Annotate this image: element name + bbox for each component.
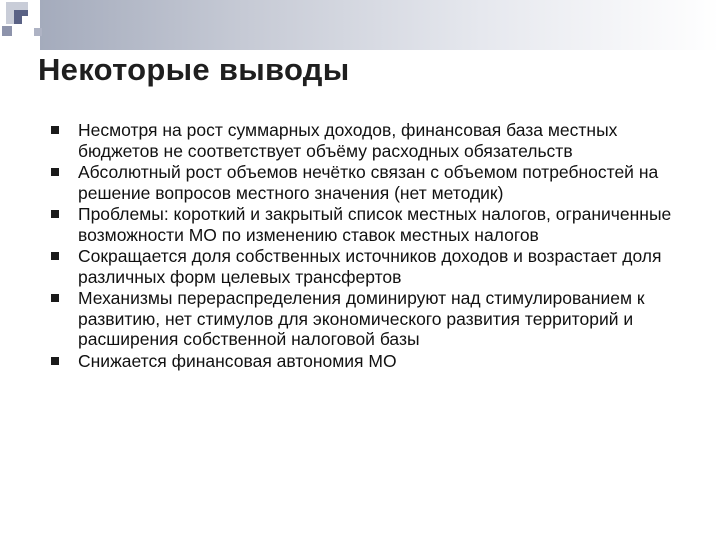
list-item-text: Механизмы перераспределения доминируют над стимулированием к развитию, нет стимулов для экономического развития территорий и расширения собственной налоговой базы	[78, 288, 645, 349]
list-item	[51, 120, 691, 161]
list-item	[51, 246, 691, 287]
list-item	[51, 162, 691, 203]
list-item	[51, 204, 691, 245]
square-bullet-icon	[51, 210, 59, 218]
square-bullet-icon	[51, 126, 59, 134]
decor-square-white	[22, 16, 34, 28]
slide-title: Некоторые выводы	[38, 52, 350, 87]
decor-square-small	[2, 26, 12, 36]
list-item	[51, 351, 691, 372]
bullet-list	[51, 120, 691, 372]
square-bullet-icon	[51, 168, 59, 176]
square-bullet-icon	[51, 252, 59, 260]
list-item-text: Проблемы: короткий и закрытый список местных налогов, ограниченные возможности МО по изменению ставок местных налогов	[78, 204, 672, 245]
list-item-text: Снижается финансовая автономия МО	[78, 350, 397, 371]
list-item-text: Сокращается доля собственных источников доходов и возрастает доля различных форм целевых трансфертов	[78, 246, 662, 287]
square-bullet-icon	[51, 294, 59, 302]
list-item	[51, 288, 691, 350]
list-item-text: Абсолютный рост объемов нечётко связан с объемом потребностей на решение вопросов местного значения (нет методик)	[78, 162, 659, 203]
list-item-text: Несмотря на рост суммарных доходов, финансовая база местных бюджетов не соответствует объёму расходных обязательств	[78, 120, 618, 161]
header-decoration	[0, 0, 720, 50]
square-bullet-icon	[51, 357, 59, 365]
header-gradient-band	[40, 0, 720, 50]
decor-square-tiny	[34, 28, 42, 36]
